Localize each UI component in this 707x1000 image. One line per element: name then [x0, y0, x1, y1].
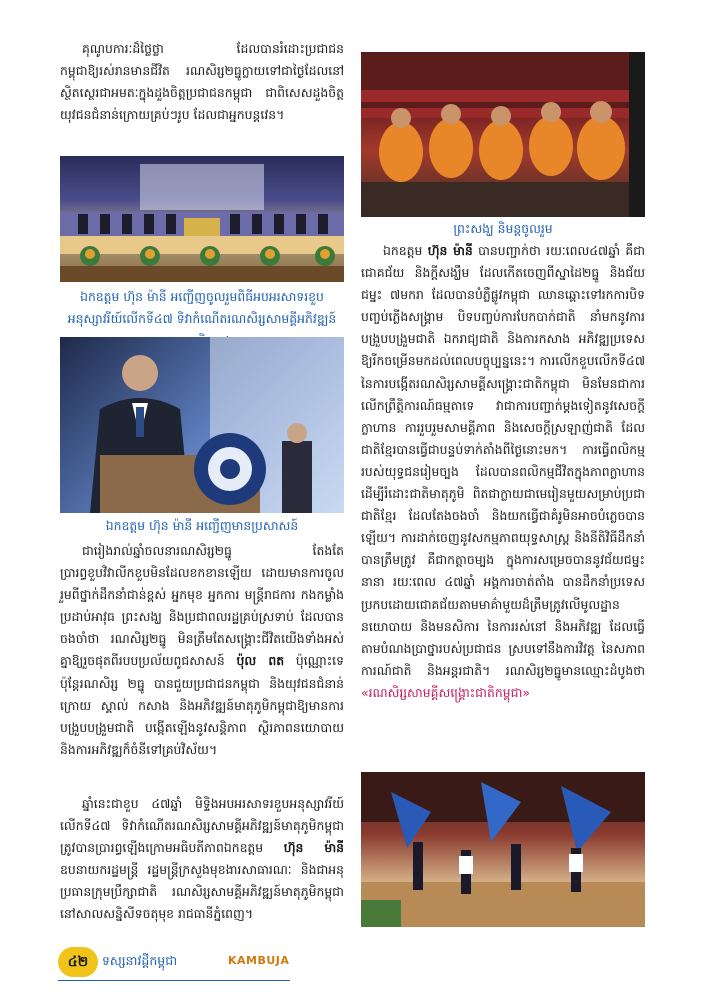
- front-original-name: «រណសិរ្សសាមគ្គីសង្គ្រោះជាតិកម្ពុជា»: [361, 684, 530, 700]
- flag-performance-photo: [361, 772, 645, 927]
- hun-many-bold-right: ហ៊ុន ម៉ានី: [427, 243, 473, 258]
- page-number: ៤២: [58, 947, 98, 977]
- magazine-brand: KAMBUJA: [228, 954, 290, 967]
- left-para-anniversary: ជារៀងរាល់ឆ្នាំចលនារណសិរ្ស២ធ្នូ តែងតែប្រារព្ធខួបវិវាលីកខួបមិនដែលខកខានឡើយ ដោយមានការចូលរួមពីថ្នាក់ដឹកនាំជាន់ខ្ពស់ អ្នកមុខ អ្នកការ មន្ត្រីរាជការ កងកម្លាំងប្រដាប់អាវុធ ព្រះសង្ឃ និងប្រជាពលរដ្ឋគ្រប់ស្រទាប់ ដែលបានចងចាំថា រណសិរ្ស២ធ្នូ មិនត្រឹមតែសង្គ្រោះជីវិតយើងទាំងអស់គ្នាឱ្យរួចផុតពីរបបប្រល័យពូជសាសន៍ ប៉ុល ពត ប៉ុណ្ណោះទេ ប៉ុន្តែរណសិរ្ស ២ធ្នូ បានជួយប្រជាជនកម្ពុជា និងយុវជនជំនាន់ក្រោយ ស្គាល់ កសាង និងអភិវឌ្ឍន៍មាតុភូមិកម្ពុជាឱ្យមានការបង្រួបបង្រួមជាតិ បង្កើតឡើងនូវសន្តិភាព ស្ថិរភាពនយោបាយ និងការអភិវឌ្ឍក៏ចំនីទៅគ្រប់វិស័យ។: [60, 543, 344, 757]
- speaker-podium-photo: [60, 337, 344, 513]
- right-para-statement: ឯកឧត្តម ហ៊ុន ម៉ានី បានបញ្ជាក់ថា រយៈពេល៤៧ឆ្នាំ គឺជាជោគជ័យ និងក្តីសង្ឃឹម ដែលកើតចេញពីស្នាដៃ២ធ្នូ និងជ័យជម្នះ ៧មករា ដែលបានបំភ្លឺផ្លូវកម្ពុជា ឈានឆ្ពោះទៅរកការបិទបញ្ចប់ភ្លើងសង្គ្រាម បិទបញ្ចប់ការបែកបាក់ជាតិ នាំមកនូវការបង្រួបបង្រួមជាតិ ឯករាជ្យជាតិ និងការកសាង អភិវឌ្ឍប្រទេស ឱ្យរីកចម្រើនមកដល់ពេលបច្ចុប្បន្ននេះ។ ការលើកខួបលើកទី៤៧ នៃការបង្កើតរណសិរ្សសាមគ្គីសង្គ្រោះជាតិកម្ពុជា មិនមែនជាការលើកព្រឹត្តិការណ៍ធម្មតាទេ វាជាការបញ្ជាក់ម្តងទៀតនូវសេចក្តីក្លាហាន ការរួបរួមសាមគ្គីភាព និងសេចក្តីស្រឡាញ់ជាតិ ដែលជាតិខ្មែរបានធ្វើជាបន្ទប់ទាក់តាំងពីថ្ងៃនោះមក។ ការធ្វើពលិកម្មរបស់យុទ្ធជនរៀមច្បង ដែលបានពលិកម្មជីវិតក្នុងភាពក្លាហាន ដើម្បីរំដោះជាតិមាតុភូមិ ពិតជាក្លាយជាមេរៀនមួយសម្រាប់ប្រជាជាតិខ្មែរ ដែលតែងចងចាំ និងយកធ្វើជាគំរូមិនអាចបំភ្លេចបានឡើយ។ ការដាក់ចេញនូវសកម្មភាពយុទ្ធសាស្ត្រ និងនីតិវិធីដឹកនាំបានត្រឹមត្រូវ គឺជាកត្តាចម្បង ក្នុងការសម្រេចបាននូវជ័យជម្នះនានា រយៈពេល ៤៧ឆ្នាំ អង្គការចាត់តាំង បានដឹកនាំប្រទេស ប្រកបដោយជោគជ័យតាមមាគ៌ាមួយដ៏ត្រឹមត្រូវលើមូលដ្ឋាននយោបាយ និងមនសិការ នៃការរស់នៅ និងអភិវឌ្ឍ ដែលធ្វើតាមបំណងប្រាថ្នារបស់ប្រជាជន ស្របទៅនឹងការវិវត្ត នៃសភាពការណ៍ជាតិ និងអន្តរជាតិ។ រណសិរ្ស២ធ្នូមានឈ្មោះដំបូងថា «រណសិរ្សសាមគ្គីសង្គ្រោះជាតិកម្ពុជា»: [361, 243, 646, 700]
- ceremony-stage-photo: [60, 156, 344, 282]
- footer-divider: [58, 980, 290, 981]
- left-para-ceremony: ឆ្នាំនេះជាខួប ៤៧ឆ្នាំ មិទ្ទិងអបអរសាទរខួបអនុស្សាវរីយ៍លើកទី៤៧ ទិវាកំណើតរណសិរ្សសាមគ្គីអភិវឌ្ឍន៍មាតុភូមិកម្ពុជាត្រូវបានប្រារព្ធឡើងក្រោមអធិបតីភាពឯកឧត្តម ហ៊ុន ម៉ានី ឧបនាយករដ្ឋមន្ត្រី រដ្ឋមន្ត្រីក្រសួងមុខងារសាធារណៈ និងជាអនុប្រធានក្រុមប្រឹក្សាជាតិ រណសិរ្សសាមគ្គីអភិវឌ្ឍន៍មាតុភូមិកម្ពុជា នៅសាលសន្និសីទចតុមុខ រាជធានីភ្នំពេញ។: [60, 796, 344, 922]
- page-footer: [58, 947, 290, 979]
- pol-pot-bold: ប៉ុល ពត: [236, 653, 285, 669]
- hun-many-bold: ហ៊ុន ម៉ានី: [283, 840, 344, 856]
- photo-caption-speech: ឯកឧត្តម ហ៊ុន ម៉ានី អញ្ជើញមានប្រសាសន៍: [105, 518, 299, 533]
- photo-caption-ceremony: ឯកឧត្តម ហ៊ុន ម៉ានី អញ្ជើញចូលរួមពិធីអបអរសាទរខួបអនុស្សាវរីយ៍លើកទី៤៧ ទិវាកំណើតរណសិរ្សសាមគ្គីអភិវឌ្ឍន៍: [67, 289, 337, 326]
- left-para-intro: គុណូបការៈដ៏ថ្លៃថ្លា ដែលបានរំដោះប្រជាជនកម្ពុជាឱ្យរស់រានមានជីវិត រណសិរ្ស២ធ្នូក្លាយទៅជាថ្ងៃដែលនៅស្ថិតស្ថេរជាអមតៈក្នុងដួងចិត្តប្រជាជនកម្ពុជា ជាពិសេសដួងចិត្តយុវជនជំនាន់ក្រោយគ្រប់ៗរូប ដែលជាអ្នកបន្តវេន។: [60, 41, 344, 123]
- magazine-title: ទស្សនាវដ្តីកម្ពុជា: [102, 953, 178, 968]
- monks-audience-photo: [361, 52, 645, 217]
- photo-caption-monks: ព្រះសង្ឃ និមន្តចូលរួម: [453, 221, 553, 236]
